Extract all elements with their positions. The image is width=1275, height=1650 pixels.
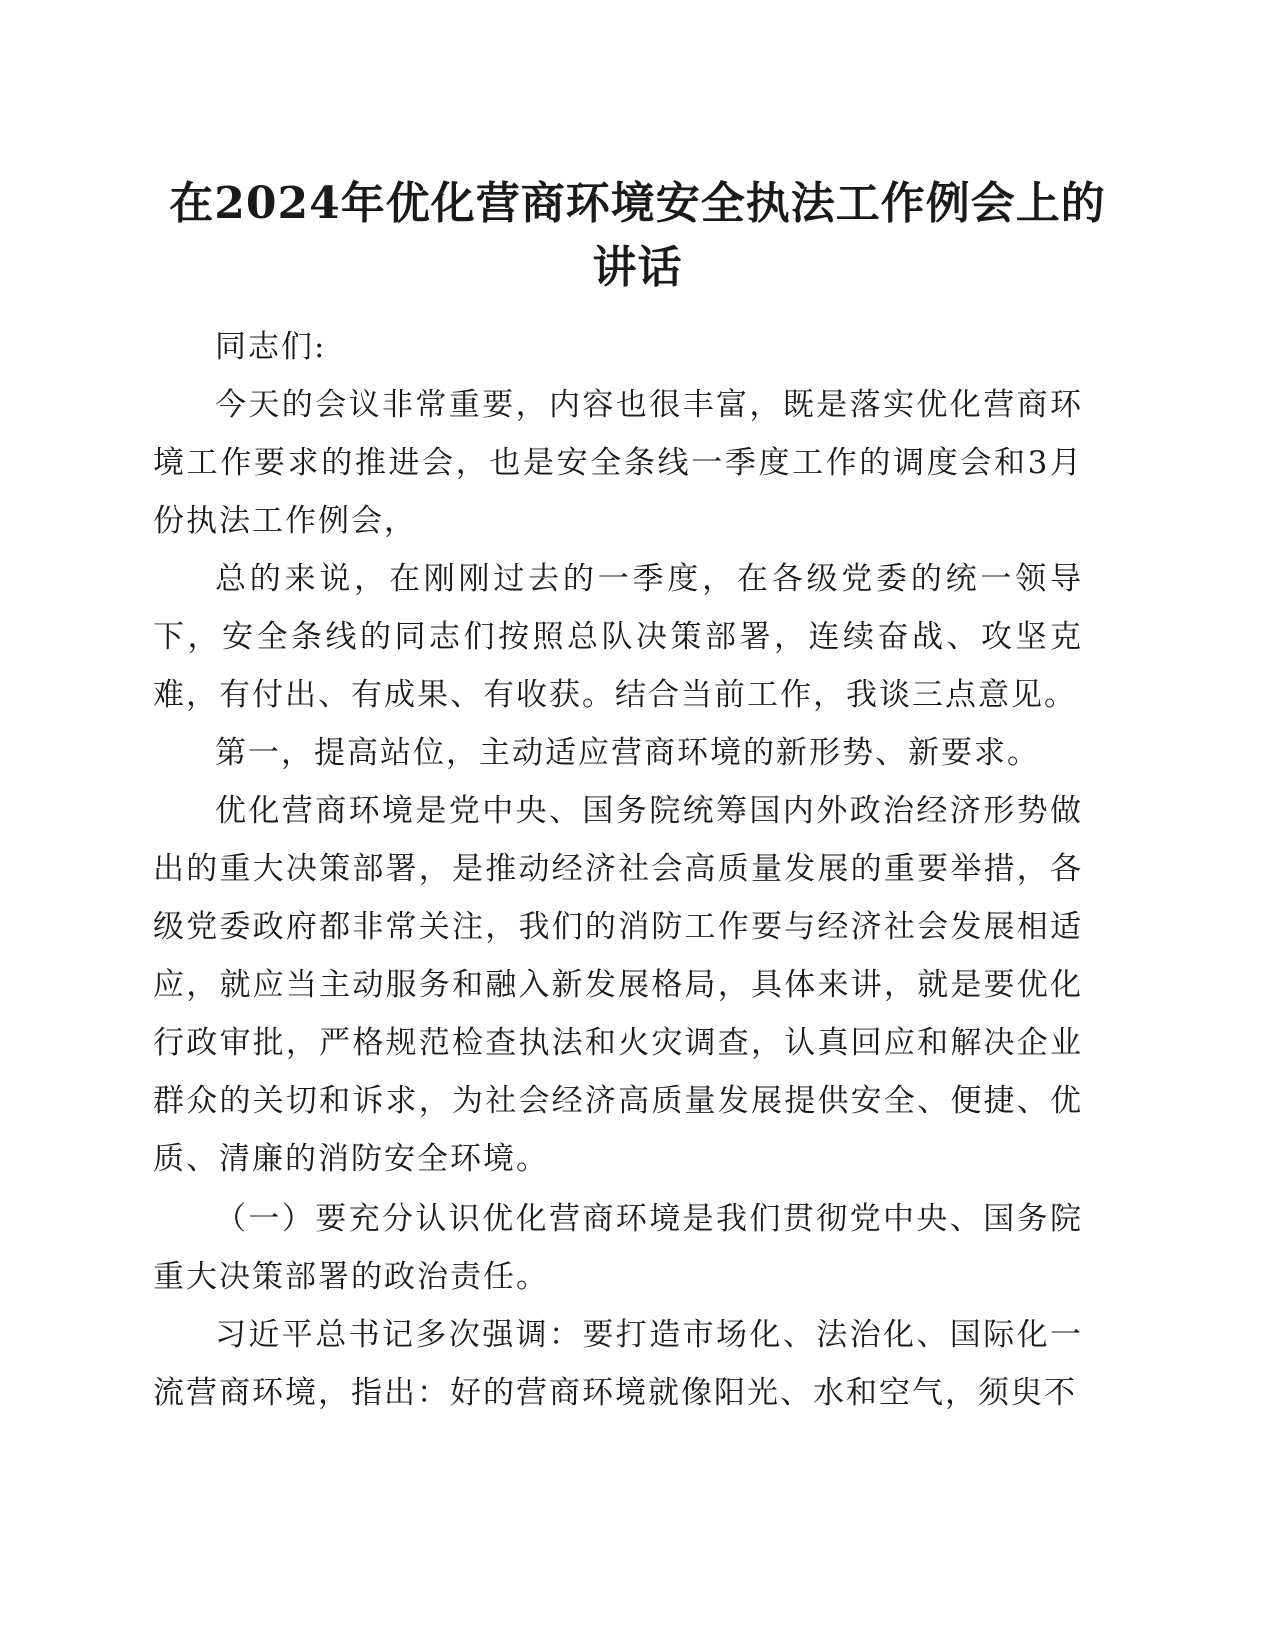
- document-body: [153, 318, 1083, 1422]
- section-heading: 第一，提高站位，主动适应营商环境的新形势、新要求。: [215, 735, 1040, 771]
- document-title-line-1: 在2024年优化营商环境安全执法工作例会上的: [169, 178, 1106, 229]
- document-title-line-2: 讲话: [592, 242, 683, 293]
- body-paragraph: 今天的会议非常重要，内容也很丰富，既是落实优化营商环境工作要求的推进会，也是安全条线一季度工作的调度会和3月份执法工作例会，: [153, 387, 1083, 539]
- body-paragraph: 优化营商环境是党中央、国务院统筹国内外政治经济形势做出的重大决策部署，是推动经济社会高质量发展的重要举措，各级党委政府都非常关注，我们的消防工作要与经济社会发展相适应，就应当主动服务和融入新发展格局，具体来讲，就是要优化行政审批，严格规范检查执法和火灾调查，认真回应和解决企业群众的关切和诉求，为社会经济高质量发展提供安全、便捷、优质、清廉的消防安全环境。: [153, 793, 1083, 1177]
- body-paragraph: 习近平总书记多次强调：要打造市场化、法治化、国际化一流营商环境，指出：好的营商环境就像阳光、水和空气，须臾不: [153, 1317, 1083, 1411]
- salutation: 同志们:: [215, 329, 327, 365]
- body-paragraph: 总的来说，在刚刚过去的一季度，在各级党委的统一领导下，安全条线的同志们按照总队决策部署，连续奋战、攻坚克难，有付出、有成果、有收获。结合当前工作，我谈三点意见。: [153, 561, 1083, 713]
- subsection-heading: （一）要充分认识优化营商环境是我们贯彻党中央、国务院重大决策部署的政治责任。: [153, 1201, 1083, 1295]
